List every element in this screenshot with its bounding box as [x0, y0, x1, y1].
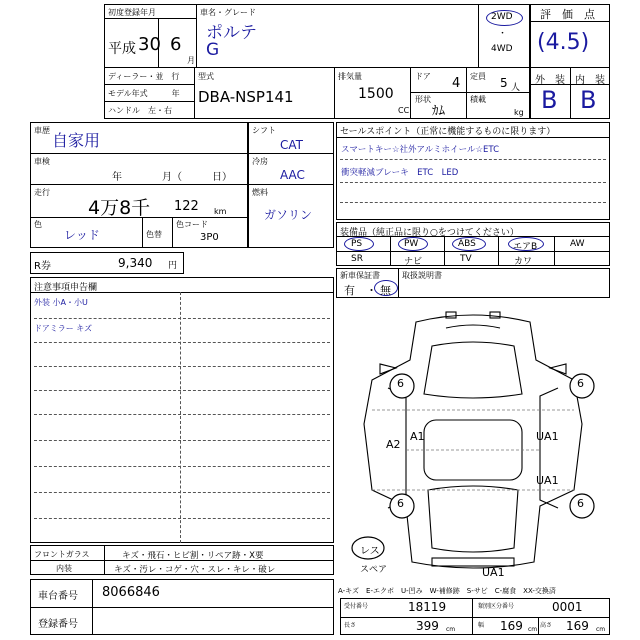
notes-line-1: 外装 小A・小U — [34, 298, 88, 307]
fuel-value: ガソリン — [264, 208, 313, 222]
color-value: レッド — [64, 228, 100, 242]
warranty-none: 無 — [380, 284, 391, 297]
equip-abs: ABS — [458, 239, 476, 249]
doors: 4 — [452, 76, 461, 91]
length-value: 399 — [416, 619, 439, 633]
color-change-label: 色替 — [146, 230, 162, 239]
displacement: 1500 — [358, 86, 394, 102]
damage-mark-a1: A1 — [410, 430, 425, 443]
ac-label: 冷房 — [252, 157, 268, 166]
spare-label: スペア — [360, 565, 388, 575]
damage-codes: A-キズ E-エクボ U-凹み W-補修跡 S-サビ C-腐食 XX-交換済 — [338, 587, 556, 595]
drive-dot: ・ — [498, 29, 508, 39]
equip-navi: ナビ — [404, 257, 423, 267]
shape-label: 形状 — [415, 95, 431, 104]
era: 平成 — [108, 41, 136, 57]
equip-airbag: エアB — [513, 242, 538, 252]
shift-value: CAT — [280, 138, 303, 152]
shape: ｶﾑ — [432, 104, 445, 119]
color-code-label: 色コード — [176, 220, 208, 229]
usage-type-label: 車歴 — [34, 126, 50, 135]
interior-legend-label: 内装 — [56, 564, 72, 573]
chassis-label: 車台番号 — [38, 591, 78, 602]
person-unit: 人 — [511, 83, 521, 93]
recycle-label: R券 — [34, 261, 51, 272]
type-label: 型式 — [198, 72, 214, 81]
sales-line-2: 衝突軽減ブレーキ ETC LED — [341, 168, 459, 178]
month-unit: 月 — [187, 56, 195, 65]
fuel-label: 燃料 — [252, 188, 268, 197]
exterior-grade: B — [541, 86, 558, 114]
recycle-block — [30, 252, 184, 274]
first-reg-label: 初度登録年月 — [108, 8, 156, 17]
equip-leather: カワ — [514, 257, 533, 267]
notes-line-2: ドアミラー キズ — [34, 324, 93, 333]
notes-block — [30, 277, 334, 543]
mileage-value: 4万8千 — [88, 197, 151, 219]
reg-year: 30 — [138, 34, 161, 55]
registration-label: 登録番号 — [38, 619, 78, 630]
damage-mark-a2: A2 — [386, 438, 401, 451]
damage-mark-ua1-rear-right: UA1 — [536, 474, 559, 487]
length-unit: cm — [446, 626, 456, 633]
usage-type: 自家用 — [52, 131, 101, 150]
equip-tv: TV — [460, 254, 472, 264]
equipment-title: 装備品（純正品に限り○をつけてください） — [340, 228, 519, 238]
dealer-label: ディーラー・並 行 — [108, 72, 180, 81]
chassis-value: 8066846 — [102, 585, 160, 600]
sales-title: セールスポイント（正常に機能するものに限ります） — [340, 127, 556, 137]
interior-label: 内 装 — [575, 75, 605, 86]
car-name: ポルテ — [206, 23, 257, 43]
color-label: 色 — [34, 220, 42, 229]
handle-label: ハンドル 左・右 — [108, 106, 172, 115]
model-year-label: モデル年式 年 — [108, 89, 180, 98]
width-label: 幅 — [478, 622, 485, 629]
tire-mark-front-right: 6 — [577, 377, 584, 390]
eval-label: 評 価 点 — [540, 8, 595, 21]
equip-pw: PW — [404, 239, 419, 249]
tire-mark-rear-left: 6 — [397, 497, 404, 510]
interior-legend-value: キズ・汚レ・コゲ・穴・スレ・キレ・破レ — [114, 565, 276, 575]
damage-mark-ua1-right: UA1 — [536, 430, 559, 443]
displacement-label: 排気量 — [338, 72, 362, 81]
capacity: 5 — [500, 76, 508, 90]
capacity-label: 定員 — [470, 72, 486, 81]
width-unit: cm — [528, 626, 538, 633]
color-code: 3P0 — [200, 232, 219, 243]
notes-title: 注意事項申告欄 — [34, 283, 98, 293]
shift-label: シフト — [252, 126, 276, 135]
door-label: ドア — [415, 72, 431, 81]
front-glass-label: フロントガラス — [34, 550, 90, 559]
km-unit: km — [214, 207, 227, 216]
exterior-label: 外 装 — [535, 75, 565, 86]
interior-grade: B — [580, 86, 597, 114]
ac-value: AAC — [280, 168, 305, 182]
mileage-sub: 122 — [174, 199, 199, 214]
height-label: 高さ — [540, 622, 553, 629]
entry-value: 18119 — [408, 600, 447, 614]
equip-aw: AW — [570, 239, 585, 249]
mileage-label: 走行 — [34, 188, 50, 197]
load-label: 積載 — [470, 95, 486, 104]
recycle-value: 9,340 — [118, 256, 153, 270]
height-value: 169 — [566, 619, 589, 633]
eval-score: (4.5) — [537, 30, 590, 55]
length-label: 長さ — [344, 622, 357, 629]
type-cat-label: 類別区分番号 — [478, 603, 515, 610]
warranty-value: 有 ・ — [344, 284, 377, 297]
height-unit: cm — [596, 626, 606, 633]
inspection-date: 年 月（ 日） — [112, 172, 232, 183]
type-cat-value: 0001 — [552, 600, 583, 614]
damage-mark-ua1-rear: UA1 — [482, 566, 505, 579]
warranty-label: 新車保証書 — [340, 271, 380, 280]
width-value: 169 — [500, 619, 523, 633]
no-spare-mark: レス — [360, 546, 380, 557]
entry-label: 受付番号 — [344, 603, 369, 610]
reg-month: 6 — [170, 34, 182, 55]
recycle-unit: 円 — [168, 261, 178, 271]
kg-unit: kg — [514, 108, 524, 117]
sales-line-1: スマートキー☆社外アルミホイール☆ETC — [341, 145, 500, 155]
inspection-label: 車検 — [34, 157, 50, 166]
equip-ps: PS — [351, 239, 363, 249]
model-code: DBA-NSP141 — [198, 88, 294, 106]
grade: G — [206, 40, 220, 60]
cc-unit: CC — [398, 106, 410, 115]
drive-2wd: 2WD — [491, 12, 513, 22]
drive-4wd: 4WD — [491, 44, 513, 54]
equip-sr: SR — [351, 254, 363, 264]
front-glass-value: キズ・飛石・ヒビ割・リペア跡・X要 — [122, 551, 264, 561]
tire-mark-rear-right: 6 — [577, 497, 584, 510]
car-name-label: 車名・グレード — [200, 8, 256, 17]
manual-label: 取扱説明書 — [402, 271, 442, 280]
tire-mark-front-left: 6 — [397, 377, 404, 390]
